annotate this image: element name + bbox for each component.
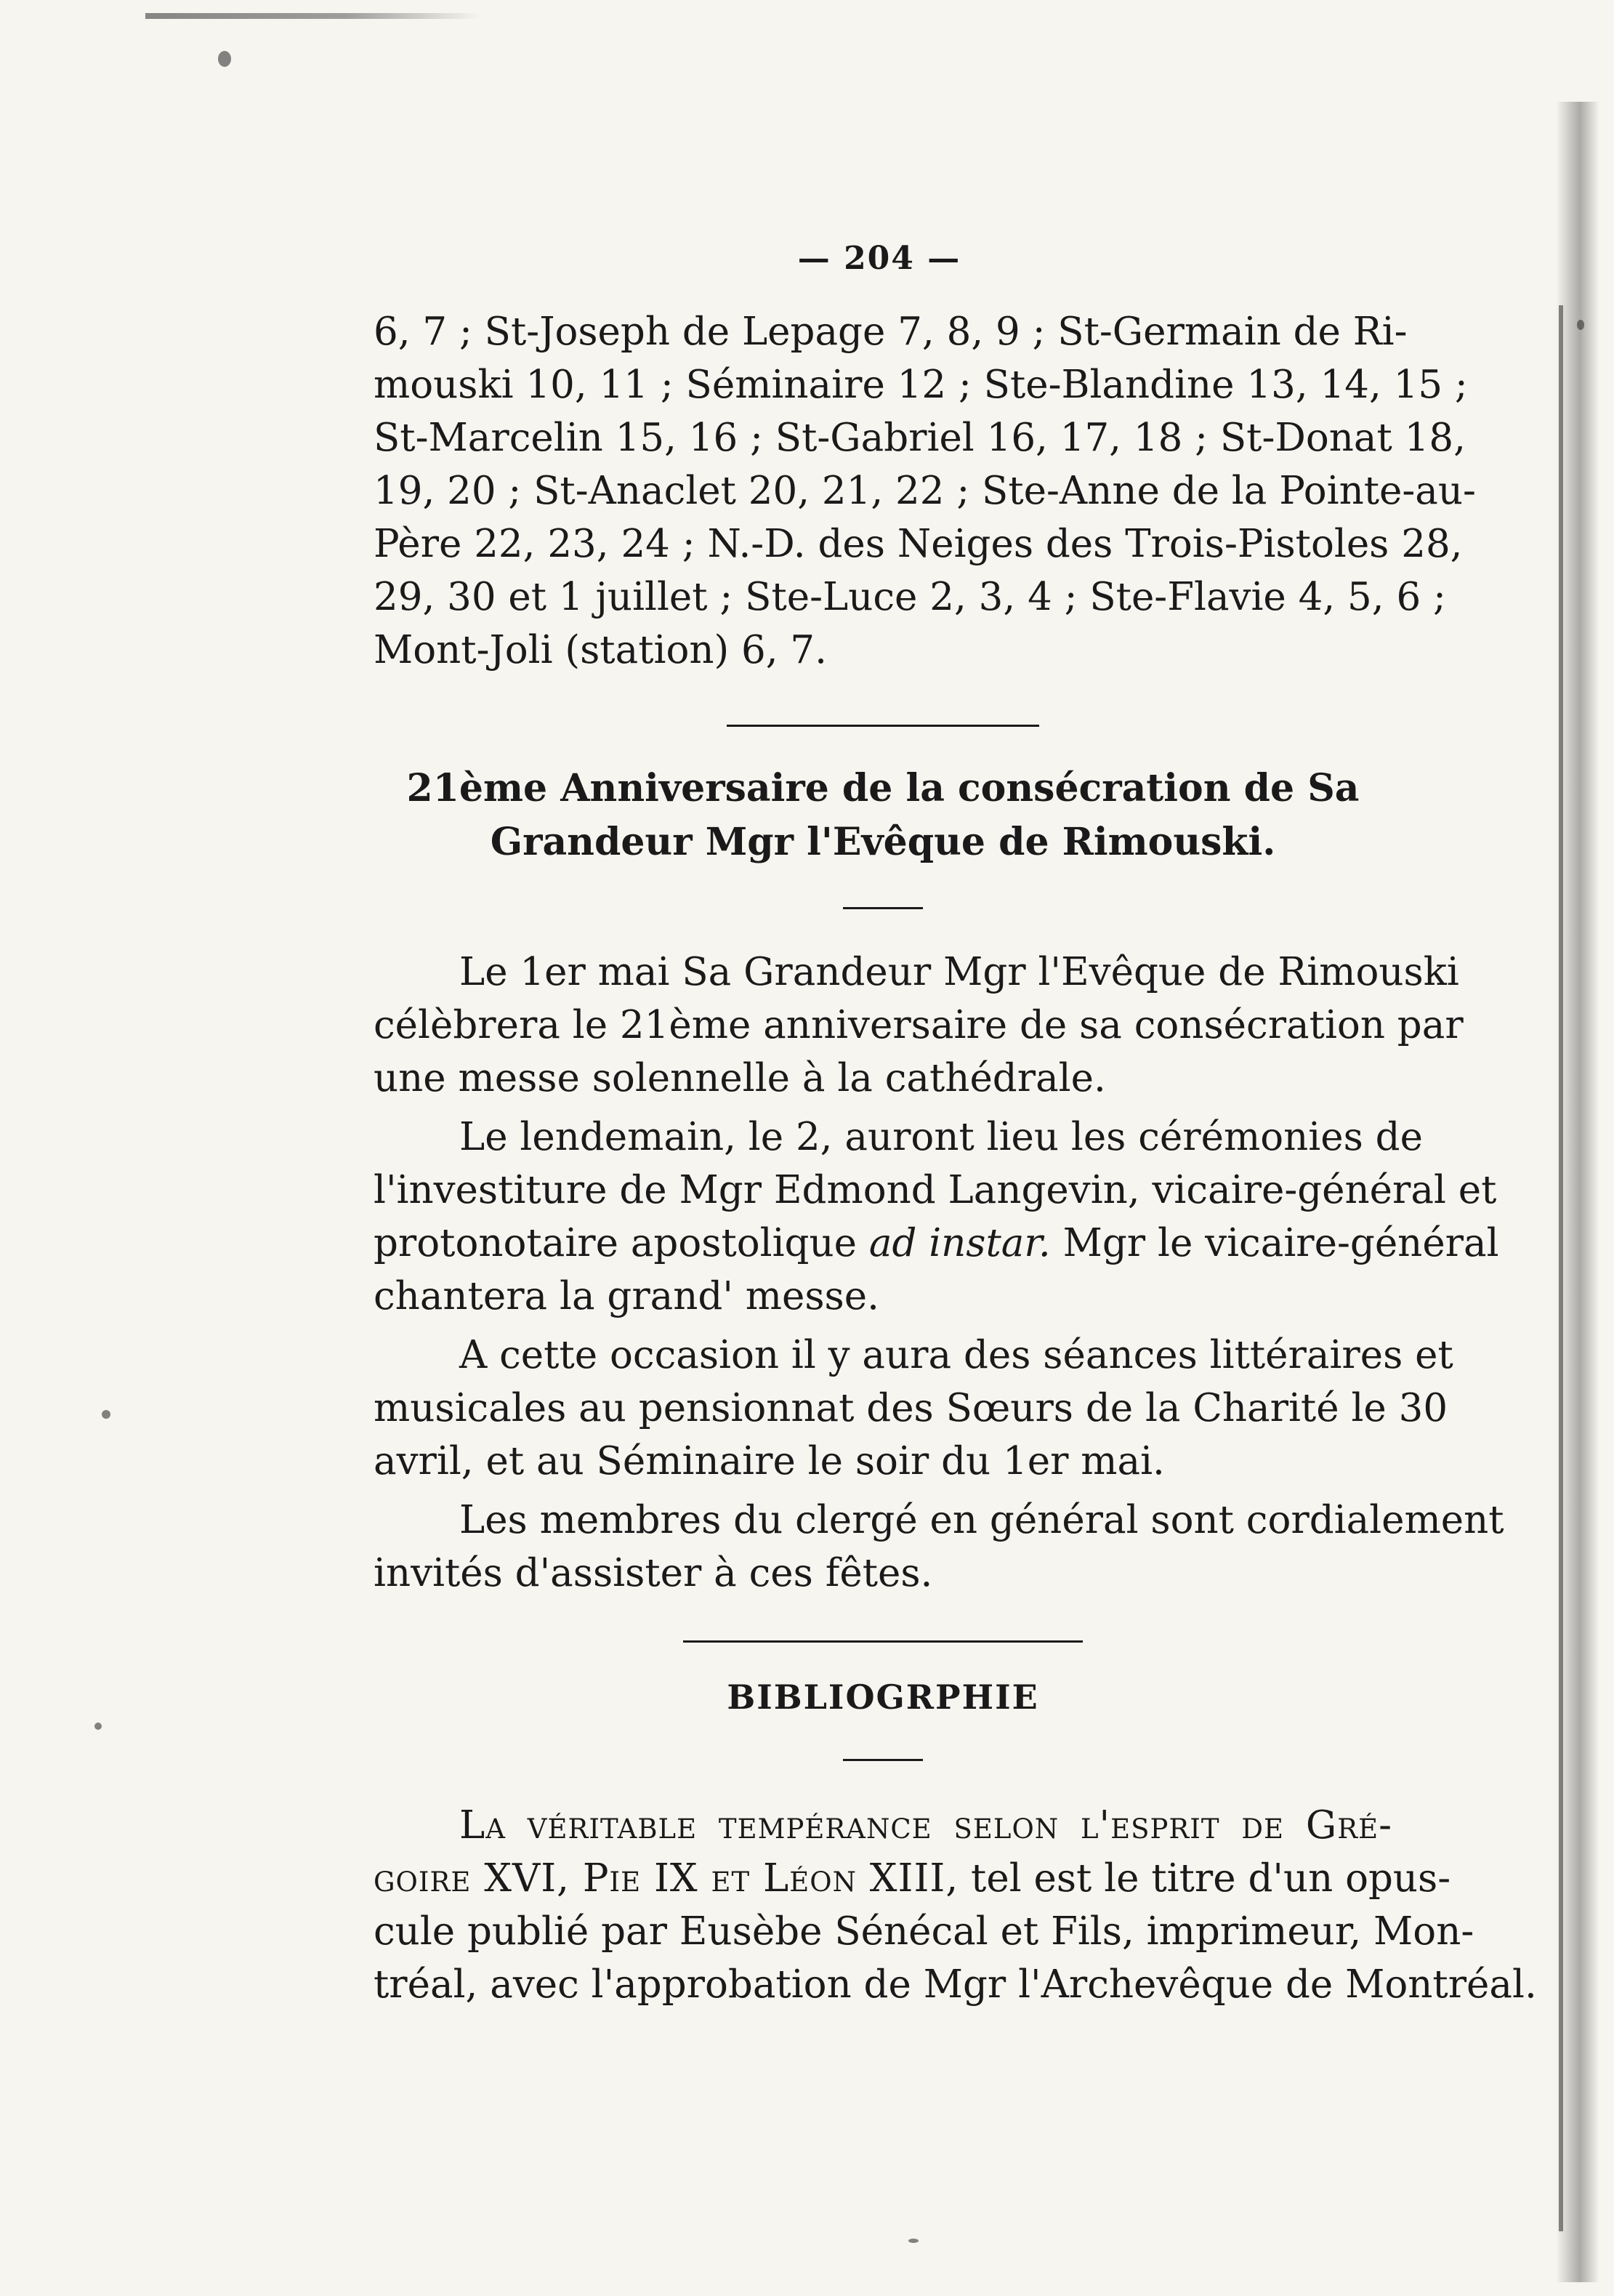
paragraph-line: invités d'assister à ces fêtes. (374, 1551, 933, 1595)
text-column (374, 305, 1537, 2011)
intro-line: Mont-Joli (station) 6, 7. (374, 628, 827, 672)
paragraph-line: célèbrera le 21ème anniversaire de sa consécration par (374, 1003, 1464, 1047)
scan-speck (908, 2239, 919, 2243)
anniversary-heading-line: 21ème Anniversaire de la consécration de Sa (406, 766, 1360, 810)
paragraph-line: tréal, avec l'approbation de Mgr l'Archevêque de Montréal. (374, 1962, 1537, 2007)
intro-line: 19, 20 ; St-Anaclet 20, 21, 22 ; Ste-Anne de la Pointe-au- (374, 469, 1476, 513)
intro-paragraph (374, 305, 1476, 677)
book-title: goire XVI, Pie IX et Léon XIII, (374, 1856, 959, 1901)
anniversary-paragraph-2 (374, 1111, 1499, 1323)
paragraph-text: protonotaire apostolique (374, 1221, 869, 1265)
paragraph-line: Le lendemain, le 2, auront lieu les cérémonies de (459, 1115, 1423, 1159)
paragraph-line: cule publié par Eusèbe Sénécal et Fils, imprimeur, Mon- (374, 1909, 1474, 1954)
paragraph-line: avril, et au Séminaire le soir du 1er mai. (374, 1439, 1165, 1483)
scan-speck (218, 51, 231, 67)
intro-line: mouski 10, 11 ; Séminaire 12 ; Ste-Blandine 13, 14, 15 ; (374, 363, 1468, 407)
scan-speck (1577, 320, 1584, 330)
bibliography-title: BIBLIOGRPHIE (727, 1677, 1039, 1717)
paragraph-line: l'investiture de Mgr Edmond Langevin, vicaire-général et (374, 1168, 1497, 1212)
scan-edge-right-line (1559, 305, 1563, 2231)
scan-edge-top (145, 13, 480, 19)
paragraph-line (374, 1217, 1499, 1270)
paragraph-line: A cette occasion il y aura des séances littéraires et (459, 1333, 1453, 1377)
paragraph-line: chantera la grand' messe. (374, 1274, 879, 1318)
paragraph-line: Le 1er mai Sa Grandeur Mgr l'Evêque de Rimouski (459, 950, 1459, 994)
intro-line: 6, 7 ; St-Joseph de Lepage 7, 8, 9 ; St-Germain de Ri- (374, 310, 1408, 354)
anniversary-paragraph-1 (374, 946, 1464, 1105)
scan-speck (94, 1723, 102, 1730)
bibliography-paragraph (374, 1799, 1537, 2011)
intro-line: 29, 30 et 1 juillet ; Ste-Luce 2, 3, 4 ; Ste-Flavie 4, 5, 6 ; (374, 575, 1446, 619)
paragraph-line: une messe solennelle à la cathédrale. (374, 1056, 1106, 1100)
paragraph-text: Mgr le vicaire-général (1050, 1221, 1499, 1265)
anniversary-paragraph-3 (374, 1329, 1453, 1488)
anniversary-paragraph-4 (374, 1494, 1504, 1600)
anniversary-heading-line: Grandeur Mgr l'Evêque de Rimouski. (490, 820, 1276, 864)
latin-phrase: ad instar. (868, 1221, 1051, 1265)
scan-speck (102, 1410, 110, 1419)
paragraph-text: tel est le titre d'un opus- (959, 1856, 1451, 1901)
anniversary-heading (374, 762, 1392, 869)
paragraph-line (374, 1852, 1451, 1905)
intro-line: Père 22, 23, 24 ; N.-D. des Neiges des Trois-Pistoles 28, (374, 522, 1463, 566)
paragraph-line: La véritable tempérance selon l'esprit de Gré- (459, 1803, 1392, 1848)
paragraph-line: Les membres du clergé en général sont cordialement (459, 1498, 1504, 1542)
paragraph-line: musicales au pensionnat des Sœurs de la Charité le 30 (374, 1386, 1448, 1430)
intro-line: St-Marcelin 15, 16 ; St-Gabriel 16, 17, 18 ; St-Donat 18, (374, 416, 1466, 460)
page-folio: — 204 — (797, 240, 961, 277)
